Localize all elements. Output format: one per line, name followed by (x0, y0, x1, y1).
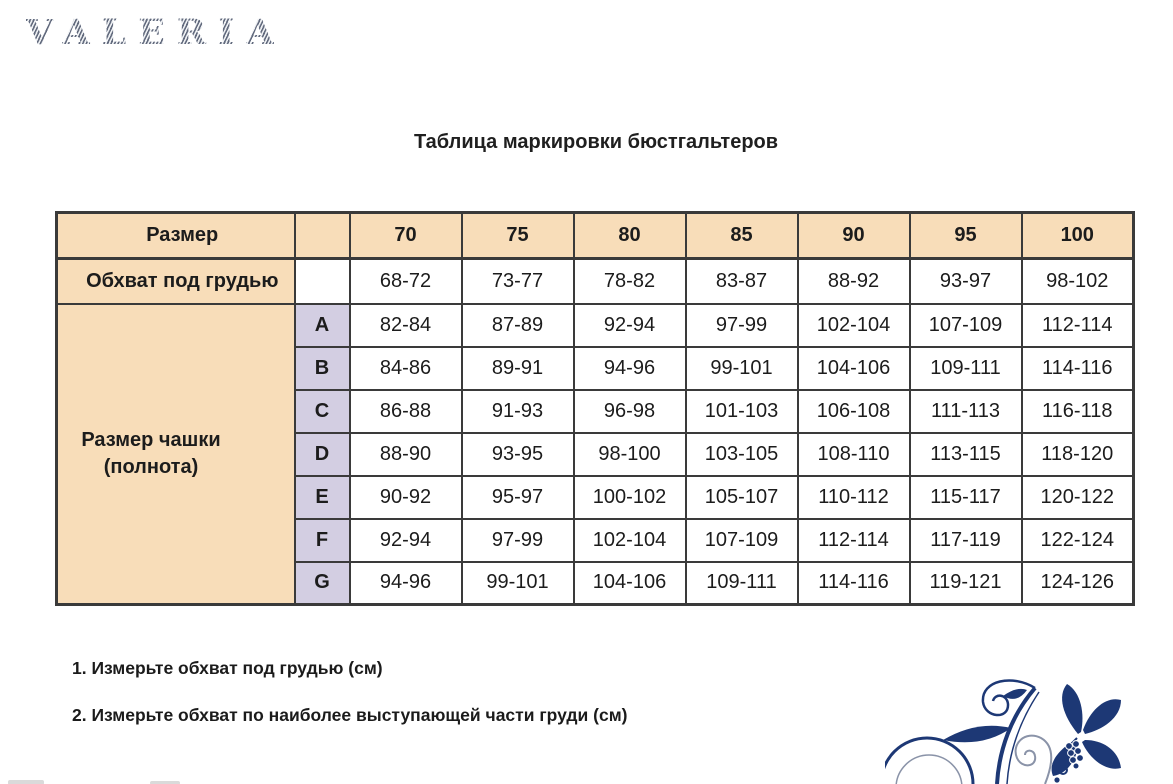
blank-cell (295, 259, 350, 304)
range-cell: 96-98 (574, 390, 686, 433)
range-cell: 102-104 (798, 304, 910, 347)
cut-off-text-fragment (8, 780, 44, 784)
range-cell: 105-107 (686, 476, 798, 519)
range-cell: 110-112 (798, 476, 910, 519)
range-cell: 118-120 (1022, 433, 1134, 476)
size-header-cell: 75 (462, 213, 574, 259)
cup-letter-cell: E (295, 476, 350, 519)
cup-letter-cell: B (295, 347, 350, 390)
floral-ornament (885, 672, 1125, 784)
range-cell: 101-103 (686, 390, 798, 433)
range-cell: 92-94 (574, 304, 686, 347)
range-cell: 99-101 (462, 562, 574, 605)
range-cell: 112-114 (798, 519, 910, 562)
range-cell: 106-108 (798, 390, 910, 433)
range-cell: 112-114 (1022, 304, 1134, 347)
range-cell: 83-87 (686, 259, 798, 304)
range-cell: 98-102 (1022, 259, 1134, 304)
measuring-instructions (72, 658, 627, 752)
range-cell: 93-95 (462, 433, 574, 476)
range-cell: 87-89 (462, 304, 574, 347)
range-cell: 102-104 (574, 519, 686, 562)
range-cell: 78-82 (574, 259, 686, 304)
range-cell: 117-119 (910, 519, 1022, 562)
range-cell: 88-92 (798, 259, 910, 304)
range-cell: 94-96 (350, 562, 462, 605)
range-cell: 104-106 (798, 347, 910, 390)
range-cell: 109-111 (686, 562, 798, 605)
size-header-cell: 95 (910, 213, 1022, 259)
brand-logo: VALERIA (26, 12, 286, 53)
range-cell: 88-90 (350, 433, 462, 476)
page-title: Таблица маркировки бюстгальтеров (413, 131, 779, 153)
range-cell: 97-99 (686, 304, 798, 347)
size-header-cell: 90 (798, 213, 910, 259)
range-cell: 91-93 (462, 390, 574, 433)
cup-letter-cell: A (295, 304, 350, 347)
size-chart-table (55, 211, 1135, 606)
cup-rows-section (57, 304, 1134, 605)
range-cell: 109-111 (910, 347, 1022, 390)
range-cell: 124-126 (1022, 562, 1134, 605)
range-cell: 122-124 (1022, 519, 1134, 562)
range-cell: 82-84 (350, 304, 462, 347)
range-cell: 116-118 (1022, 390, 1134, 433)
range-cell: 86-88 (350, 390, 462, 433)
underbust-row (57, 259, 1134, 304)
range-cell: 95-97 (462, 476, 574, 519)
range-cell: 90-92 (350, 476, 462, 519)
range-cell: 94-96 (574, 347, 686, 390)
range-cell: 100-102 (574, 476, 686, 519)
range-cell: 103-105 (686, 433, 798, 476)
range-cell: 104-106 (574, 562, 686, 605)
cup-row (57, 304, 1134, 347)
floral-ornament-drawing (885, 672, 1125, 784)
range-cell: 99-101 (686, 347, 798, 390)
range-cell: 114-116 (798, 562, 910, 605)
range-cell: 73-77 (462, 259, 574, 304)
range-cell: 115-117 (910, 476, 1022, 519)
range-cell: 93-97 (910, 259, 1022, 304)
cup-group-label: Размер чашки (полнота) (57, 304, 295, 605)
instruction-step: 2. Измерьте обхват по наиболее выступающей части груди (см) (72, 705, 628, 725)
range-cell: 111-113 (910, 390, 1022, 433)
cup-letter-cell: D (295, 433, 350, 476)
size-row-label: Размер (57, 213, 295, 259)
cup-letter-cell: G (295, 562, 350, 605)
size-header-cell: 85 (686, 213, 798, 259)
size-header-cell: 100 (1022, 213, 1134, 259)
instruction-step: 1. Измерьте обхват под грудью (см) (72, 658, 383, 678)
range-cell: 107-109 (910, 304, 1022, 347)
size-header-cell: 80 (574, 213, 686, 259)
range-cell: 119-121 (910, 562, 1022, 605)
range-cell: 120-122 (1022, 476, 1134, 519)
blank-cell (295, 213, 350, 259)
range-cell: 107-109 (686, 519, 798, 562)
range-cell: 97-99 (462, 519, 574, 562)
range-cell: 84-86 (350, 347, 462, 390)
underbust-row-label: Обхват под грудью (57, 259, 295, 304)
cup-letter-cell: C (295, 390, 350, 433)
size-header-cell: 70 (350, 213, 462, 259)
range-cell: 68-72 (350, 259, 462, 304)
range-cell: 108-110 (798, 433, 910, 476)
range-cell: 113-115 (910, 433, 1022, 476)
range-cell: 92-94 (350, 519, 462, 562)
range-cell: 114-116 (1022, 347, 1134, 390)
header-row (57, 213, 1134, 259)
range-cell: 98-100 (574, 433, 686, 476)
cup-letter-cell: F (295, 519, 350, 562)
range-cell: 89-91 (462, 347, 574, 390)
